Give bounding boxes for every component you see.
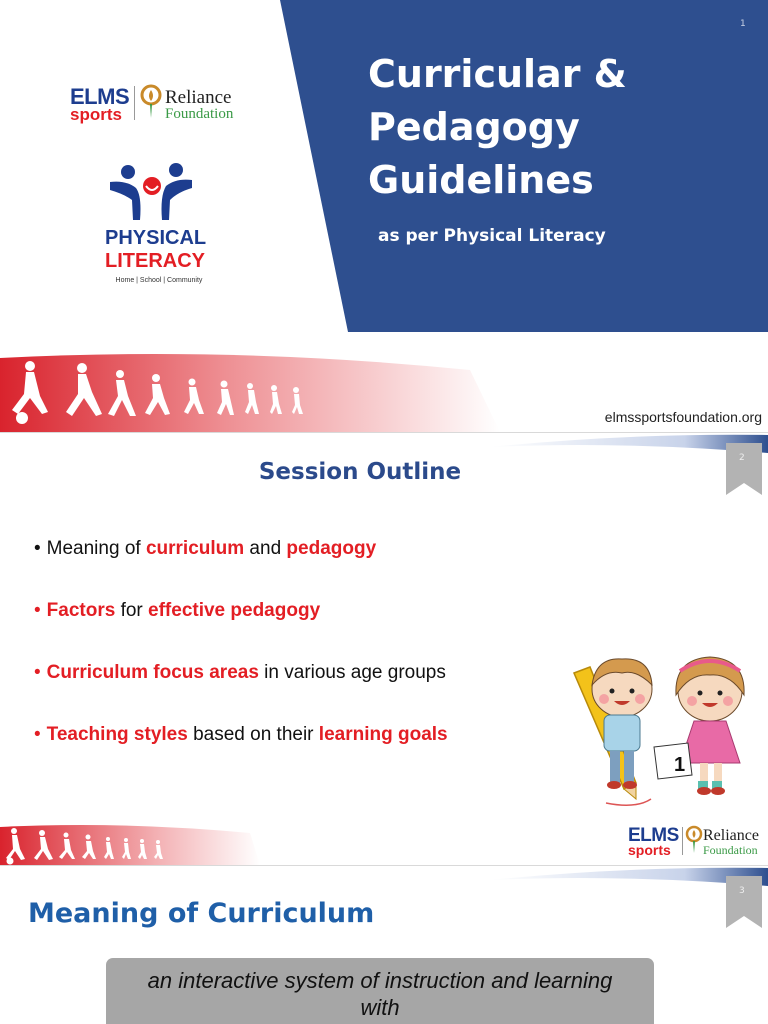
top-swoosh-decoration bbox=[470, 866, 768, 926]
list-item: • Meaning of curriculum and pedagogy bbox=[34, 538, 377, 559]
page-number: 3 bbox=[739, 886, 745, 896]
physical-literacy-figures-icon bbox=[106, 160, 196, 224]
sports-banner-small bbox=[0, 821, 260, 865]
girl-figure bbox=[654, 657, 744, 795]
list-item: • Factors for effective pedagogy bbox=[34, 600, 321, 621]
reliance-foundation-logo: Reliance Foundation bbox=[703, 827, 759, 857]
logo-divider bbox=[682, 827, 683, 855]
sports-banner bbox=[0, 352, 500, 432]
session-outline-slide bbox=[0, 433, 768, 865]
page-bookmark-icon bbox=[726, 876, 762, 928]
logo-divider bbox=[134, 86, 135, 120]
card-number: 1 bbox=[674, 754, 686, 776]
slide-title: Session Outline bbox=[258, 459, 462, 485]
kids-illustration bbox=[556, 651, 756, 811]
page-number: 1 bbox=[740, 19, 746, 29]
definition-text: an interactive system of instruction and learning with bbox=[147, 968, 613, 1020]
elms-sports-logo: ELMS sports bbox=[628, 825, 679, 858]
elms-sports-logo: ELMS sports bbox=[70, 84, 130, 124]
website-url: elmssportsfoundation.org bbox=[604, 409, 762, 425]
page-bookmark-icon bbox=[726, 443, 762, 495]
meaning-of-curriculum-slide bbox=[0, 866, 768, 1024]
list-item: • Curriculum focus areas in various age groups bbox=[34, 662, 446, 683]
slide-title: Meaning of Curriculum bbox=[28, 898, 375, 929]
physical-literacy-logo: PHYSICAL LITERACY Home | School | Community bbox=[105, 227, 207, 284]
reliance-flame-icon bbox=[684, 825, 704, 855]
slide-title: Curricular & Pedagogy Guidelines bbox=[368, 52, 627, 202]
outline-list bbox=[34, 538, 448, 786]
slide-subtitle: as per Physical Literacy bbox=[378, 226, 606, 246]
reliance-foundation-logo: Reliance Foundation bbox=[165, 87, 234, 122]
title-slide bbox=[0, 0, 768, 432]
page-number: 2 bbox=[739, 453, 745, 463]
reliance-flame-icon bbox=[139, 84, 163, 120]
list-item: • Teaching styles based on their learning goals bbox=[34, 724, 448, 745]
